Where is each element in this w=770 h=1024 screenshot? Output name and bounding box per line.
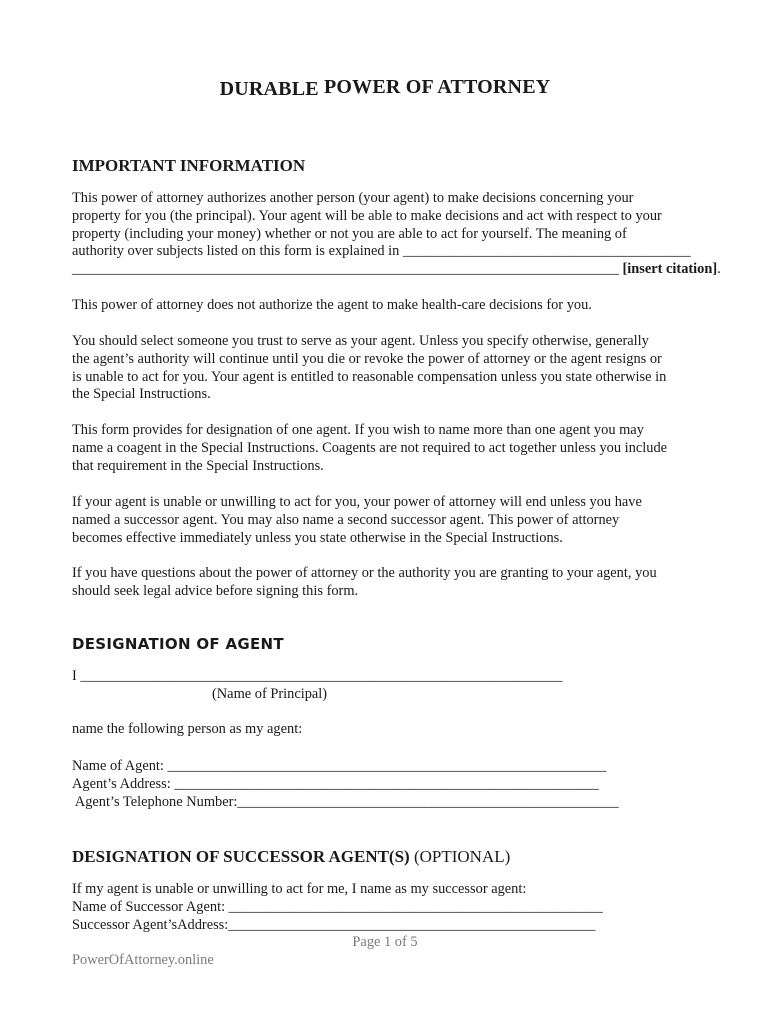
paragraph-line: that requirement in the Special Instructions. (72, 457, 324, 474)
successor-address-field[interactable]: Successor Agent’sAddress:___________________________________________________ (72, 917, 596, 933)
paragraph-line: If you have questions about the power of attorney or the authority you are granting to your agent, you (72, 565, 657, 581)
document-title (0, 76, 770, 99)
designation-of-successor-heading (72, 847, 510, 867)
page-number: Page 1 of 5 (352, 934, 418, 950)
optional-label: (OPTIONAL) (413, 847, 511, 866)
footer-site-name: PowerOfAttorney.online (72, 952, 214, 968)
paragraph-line: property (including your money) whether or not you are able to act for yourself. The meaning of (72, 225, 627, 242)
insert-citation-label: [insert citation] (622, 261, 718, 278)
important-info-paragraph-3 (72, 333, 712, 404)
successor-intro-text: If my agent is unable or unwilling to act for me, I name as my successor agent: (72, 881, 527, 897)
citation-line (72, 261, 721, 279)
paragraph-line: becomes effective immediately unless you state otherwise in the Special Instructions. (72, 529, 563, 546)
principal-name-field[interactable]: I ___________________________________________________________________ (72, 668, 563, 684)
paragraph-line: property for you (the principal). Your agent will be able to make decisions and act with respect to your (72, 207, 662, 224)
important-info-paragraph-1 (72, 190, 721, 279)
paragraph-line: authority over subjects listed on this form is explained in ________________________________________ (72, 243, 691, 260)
agent-telephone-field[interactable]: Agent’s Telephone Number:_____________________________________________________ (72, 794, 619, 810)
paragraph-line: the agent’s authority will continue until you die or revoke the power of attorney or the agent resigns or (72, 350, 662, 367)
agent-intro-text: name the following person as my agent: (72, 721, 303, 737)
paragraph-line: You should select someone you trust to serve as your agent. Unless you specify otherwise, generally (72, 333, 649, 349)
successor-heading-text: DESIGNATION OF SUCCESSOR AGENT(S) (72, 847, 410, 866)
citation-blank: ____________________________________________________________________________ (72, 261, 619, 278)
important-info-paragraph-5 (72, 494, 712, 547)
paragraph-line: should seek legal advice before signing this form. (72, 582, 359, 599)
important-info-paragraph-4 (72, 422, 712, 475)
paragraph-line: name a coagent in the Special Instructions. Coagents are not required to act together unless you include (72, 439, 668, 456)
important-information-heading: IMPORTANT INFORMATION (72, 156, 306, 175)
principal-name-caption: (Name of Principal) (212, 686, 328, 702)
important-info-paragraph-6 (72, 565, 712, 601)
important-info-paragraph-2: This power of attorney does not authorize the agent to make health-care decisions for you. (72, 297, 592, 313)
agent-name-field[interactable]: Name of Agent: _____________________________________________________________ (72, 758, 607, 774)
designation-of-agent-heading: DESIGNATION OF AGENT (72, 635, 284, 653)
title-part-power-of-attorney: POWER OF ATTORNEY (324, 76, 551, 98)
paragraph-line: This power of attorney authorizes another person (your agent) to make decisions concerning your (72, 190, 634, 206)
title-part-durable: DURABLE (219, 78, 319, 100)
paragraph-line: the Special Instructions. (72, 386, 211, 403)
citation-period: . (717, 261, 721, 278)
agent-address-field[interactable]: Agent’s Address: ___________________________________________________________ (72, 776, 599, 792)
paragraph-line: named a successor agent. You may also name a second successor agent. This power of attorney (72, 511, 620, 528)
successor-name-field[interactable]: Name of Successor Agent: ____________________________________________________ (72, 899, 603, 915)
paragraph-line: is unable to act for you. Your agent is entitled to reasonable compensation unless you state otherwise in (72, 368, 667, 385)
paragraph-line: If your agent is unable or unwilling to act for you, your power of attorney will end unless you have (72, 494, 642, 510)
paragraph-line: This form provides for designation of one agent. If you wish to name more than one agent you may (72, 422, 644, 438)
